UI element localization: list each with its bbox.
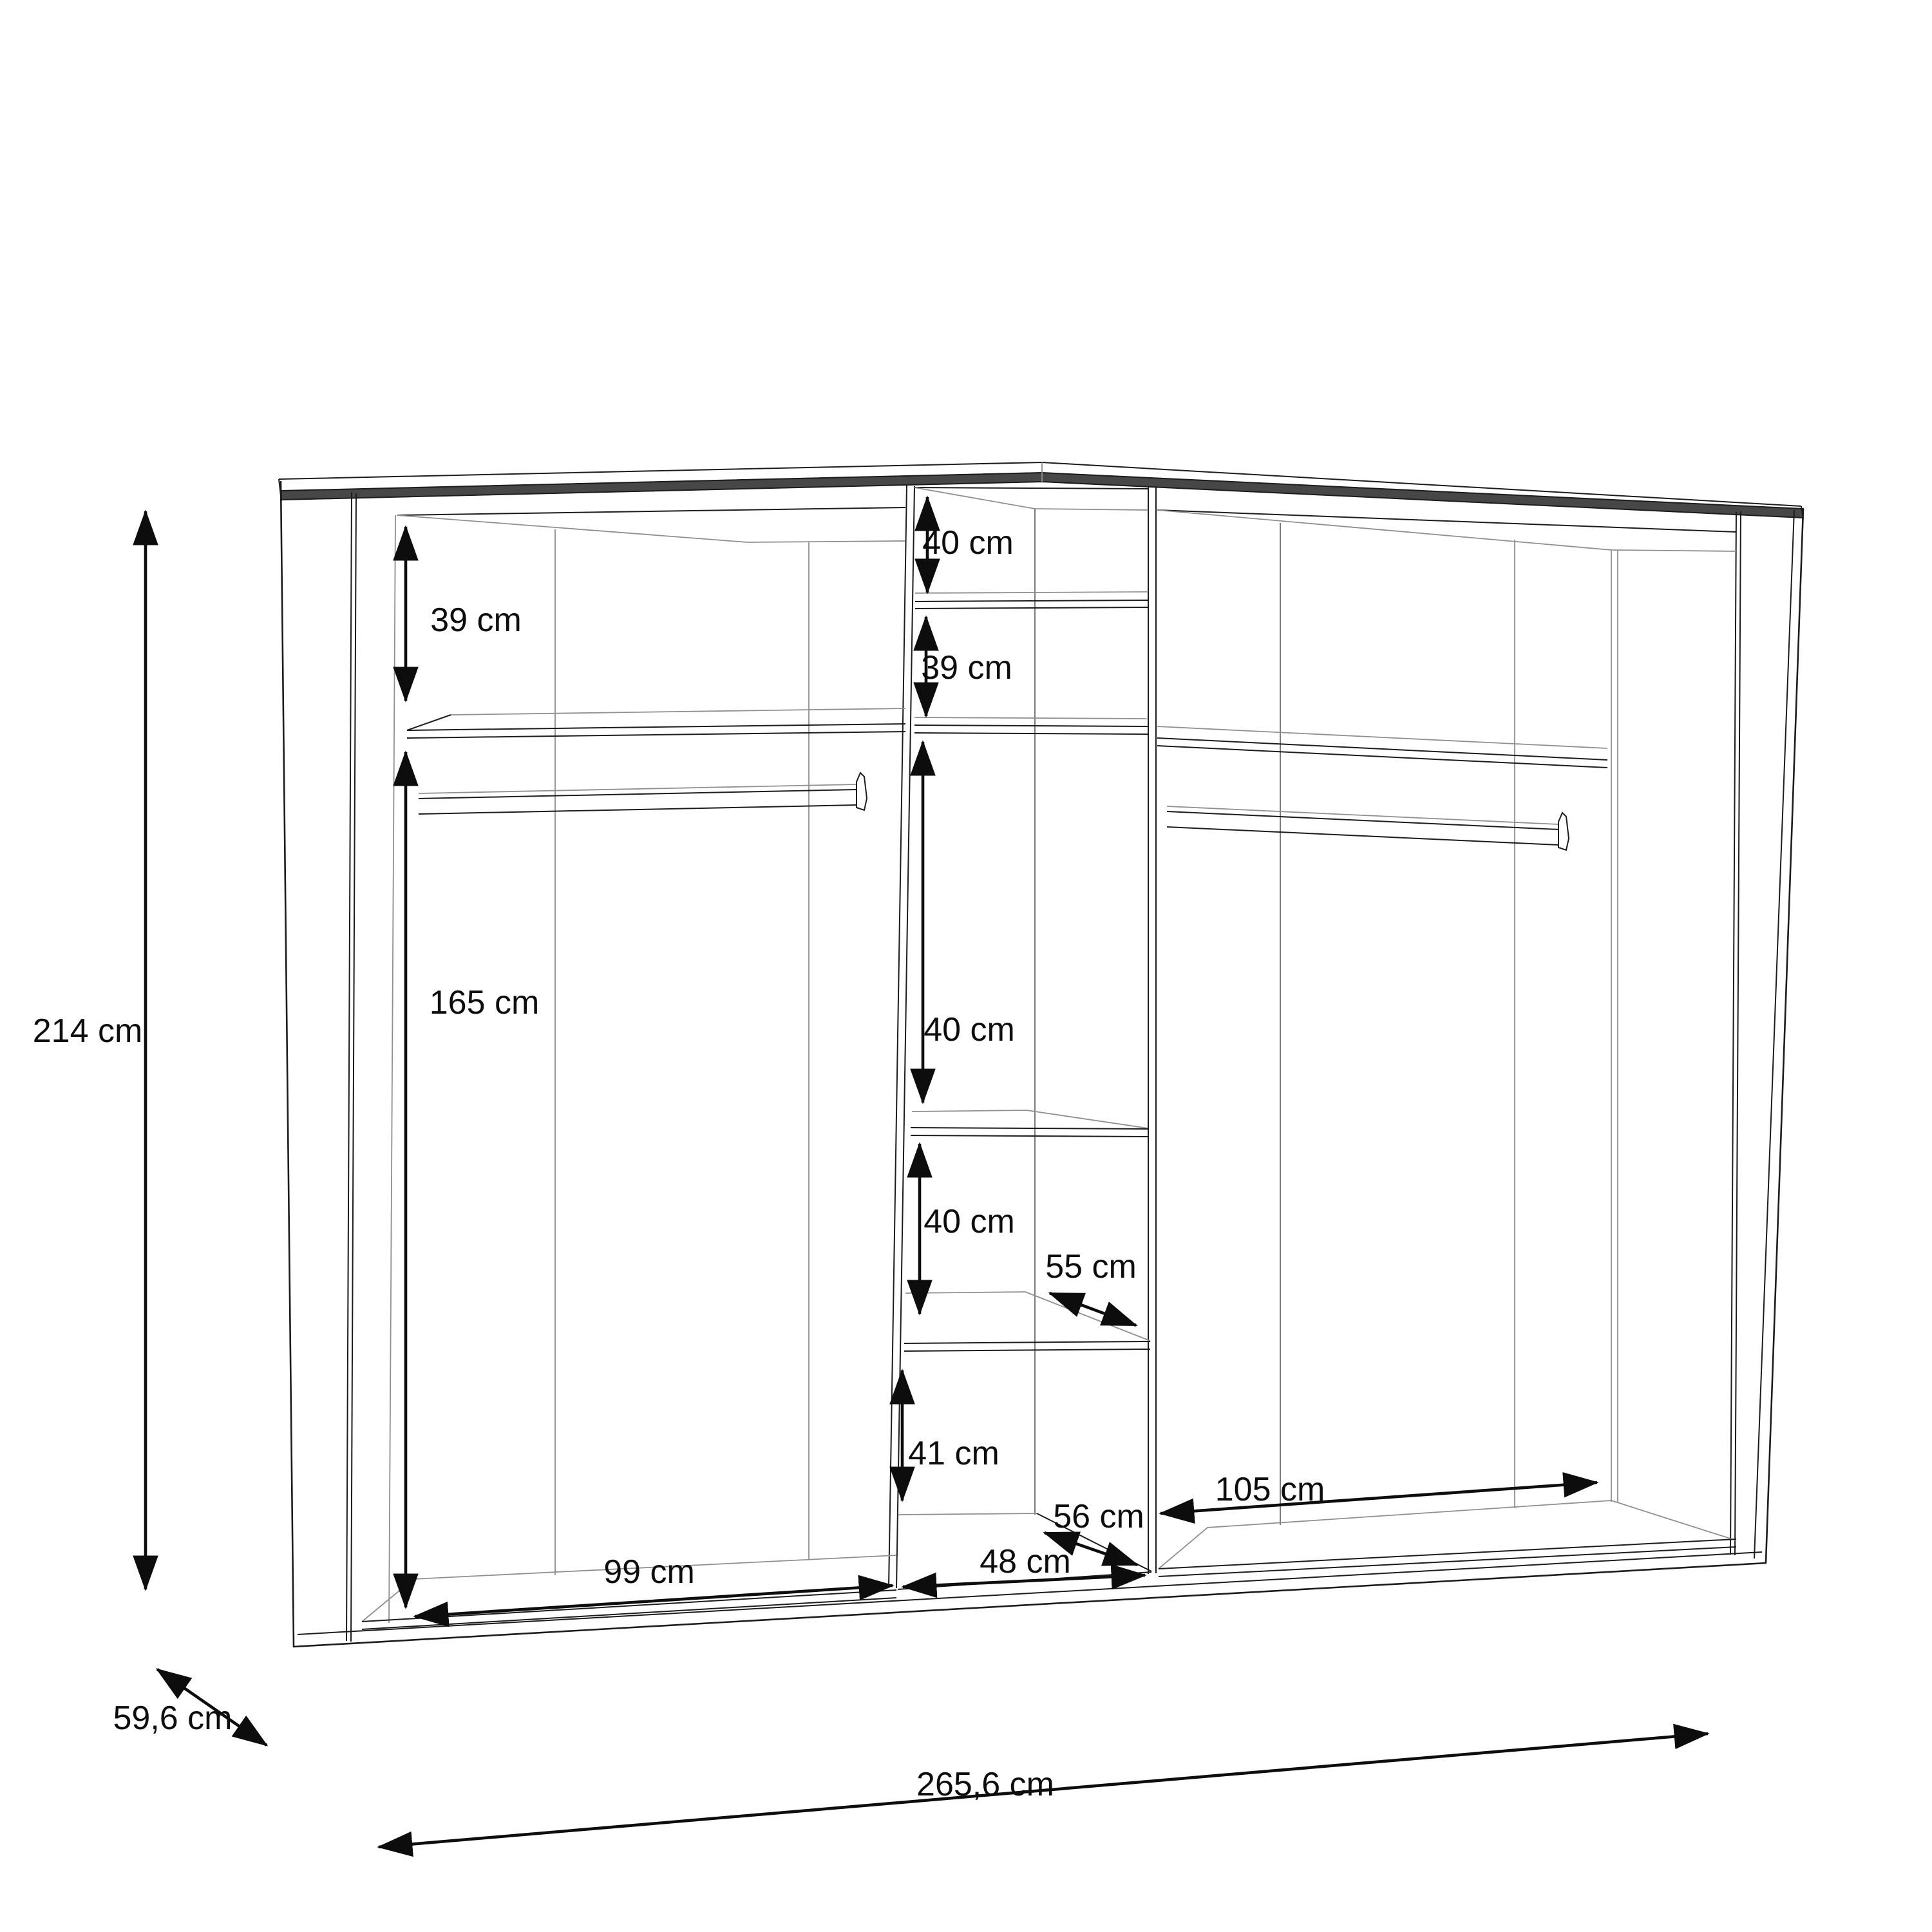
right-width-label: 105 cm: [1215, 1471, 1325, 1508]
left-hanging-label: 165 cm: [429, 984, 540, 1021]
dimension-labels: [33, 524, 1325, 1803]
dimension-arrows: [146, 497, 1708, 1847]
middle-compartment-2-label: 39 cm: [921, 649, 1012, 687]
middle-compartment-3-label: 40 cm: [923, 1011, 1015, 1048]
middle-compartment-1-label: 40 cm: [922, 524, 1014, 562]
middle-width-label: 48 cm: [980, 1543, 1071, 1580]
left-width-label: 99 cm: [603, 1553, 695, 1591]
overall-width-label: 265,6 cm: [916, 1766, 1054, 1803]
top-board: [279, 462, 1803, 519]
overall-depth-label: 59,6 cm: [113, 1700, 232, 1737]
hanging-rod-right: [1167, 806, 1569, 850]
middle-compartment-4-label: 40 cm: [923, 1203, 1015, 1240]
back-panel-seams: [555, 509, 1618, 1575]
middle-compartment-5-label: 41 cm: [908, 1435, 999, 1472]
middle-floor-depth-label: 56 cm: [1053, 1498, 1144, 1535]
wardrobe-outline: [279, 462, 1803, 1647]
overall-height-label: 214 cm: [32, 1012, 143, 1050]
middle-shelf-depth-arrow: [1050, 1293, 1136, 1325]
upper-shelf: [407, 708, 1607, 768]
left-top-shelf-label: 39 cm: [430, 601, 522, 639]
hanging-rod-left: [419, 773, 867, 814]
left-side-panel: [281, 482, 395, 1646]
middle-shelf-depth-label: 55 cm: [1045, 1248, 1137, 1285]
right-side-panel: [1730, 509, 1803, 1562]
